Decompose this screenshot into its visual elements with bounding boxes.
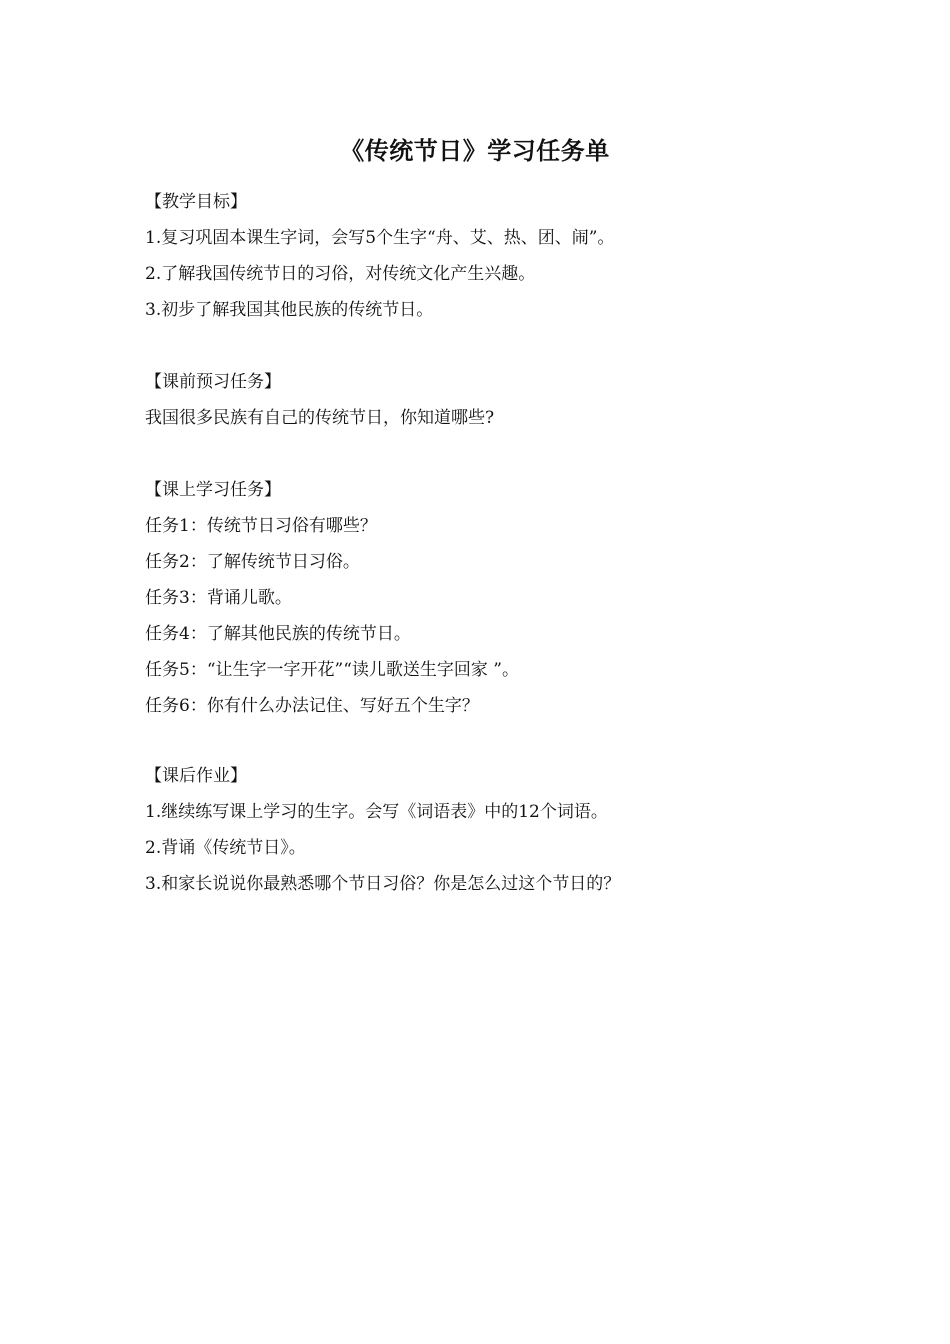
section-heading-in-class: 【课上学习任务】 — [145, 480, 281, 500]
section-preview-tasks — [145, 364, 845, 436]
task-item-5: 任务5：“让生字一字开花”“读儿歌送生字回家 ”。 — [145, 660, 519, 680]
homework-item-3: 3.和家长说说你最熟悉哪个节日习俗？你是怎么过这个节日的？ — [145, 874, 621, 894]
task-item-1: 任务1：传统节日习俗有哪些？ — [145, 516, 377, 536]
goal-item-2: 2.了解我国传统节日的习俗，对传统文化产生兴趣。 — [145, 264, 536, 284]
section-heading-homework: 【课后作业】 — [145, 766, 247, 786]
goal-item-3: 3.初步了解我国其他民族的传统节日。 — [145, 300, 434, 320]
task-item-2: 任务2：了解传统节日习俗。 — [145, 552, 360, 572]
section-heading-preview: 【课前预习任务】 — [145, 372, 281, 392]
goal-item-1: 1.复习巩固本课生字词，会写5个生字“舟、艾、热、团、闹”。 — [145, 228, 615, 248]
section-in-class-tasks — [145, 472, 845, 724]
section-homework — [145, 758, 845, 902]
task-item-4: 任务4：了解其他民族的传统节日。 — [145, 624, 411, 644]
section-heading-goals: 【教学目标】 — [145, 192, 247, 212]
section-teaching-goals — [145, 184, 845, 328]
preview-item-1: 我国很多民族有自己的传统节日，你知道哪些? — [145, 408, 495, 428]
task-item-3: 任务3：背诵儿歌。 — [145, 588, 292, 608]
homework-item-2: 2.背诵《传统节日》。 — [145, 838, 306, 858]
homework-item-1: 1.继续练写课上学习的生字。会写《词语表》中的12个词语。 — [145, 802, 608, 822]
document-title: 《传统节日》学习任务单 — [340, 136, 610, 165]
task-item-6: 任务6：你有什么办法记住、写好五个生字？ — [145, 696, 479, 716]
